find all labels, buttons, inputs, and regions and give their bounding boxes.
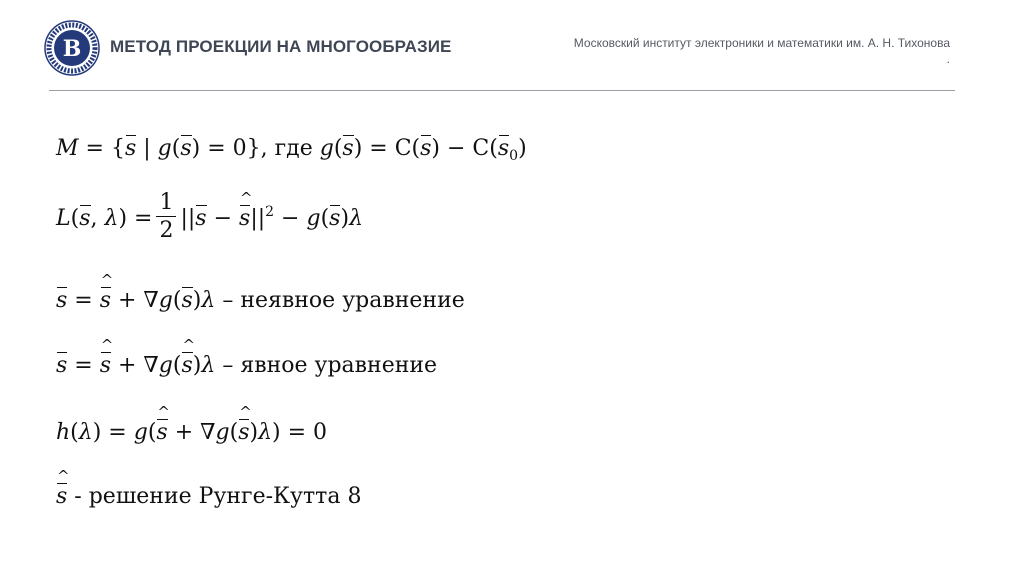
institute-dot: . — [946, 52, 950, 66]
hse-logo-icon — [44, 20, 100, 76]
institute-line: Московский институт электроники и математики им. А. Н. Тихонова — [573, 36, 950, 50]
explicit-desc: – явное уравнение — [222, 353, 438, 378]
institute-name — [574, 35, 950, 67]
equation-implicit: s = s ^ + ∇g(s)λ – неявное уравнение — [56, 290, 465, 312]
hse-logo — [44, 20, 100, 76]
header-divider — [49, 90, 955, 91]
equation-h: h(λ) = g(s ^ + ∇g(s ^)λ) = 0 — [56, 422, 327, 444]
implicit-desc: – неявное уравнение — [222, 288, 465, 313]
page-title: МЕТОД ПРОЕКЦИИ НА МНОГООБРАЗИЕ — [110, 37, 452, 56]
equation-runge-kutta: s ^ - решение Рунге-Кутта 8 — [56, 486, 361, 508]
equation-lagrangian: L(s, λ) = $\frac{1}{2}$ ||s − s $\^{}||^2 - g(s)\lambda$ — [56, 194, 363, 244]
where-label: где — [274, 136, 313, 161]
equation-manifold: M = {s | g(s) = 0}, где $g(s) = C(s) - C(s_0)$ — [56, 136, 527, 164]
svg-text:В: В — [62, 36, 82, 62]
runge-kutta-desc: - решение Рунге-Кутта 8 — [74, 484, 362, 509]
equation-explicit: s = s ^ + ∇g(s ^)λ – явное уравнение — [56, 355, 437, 377]
